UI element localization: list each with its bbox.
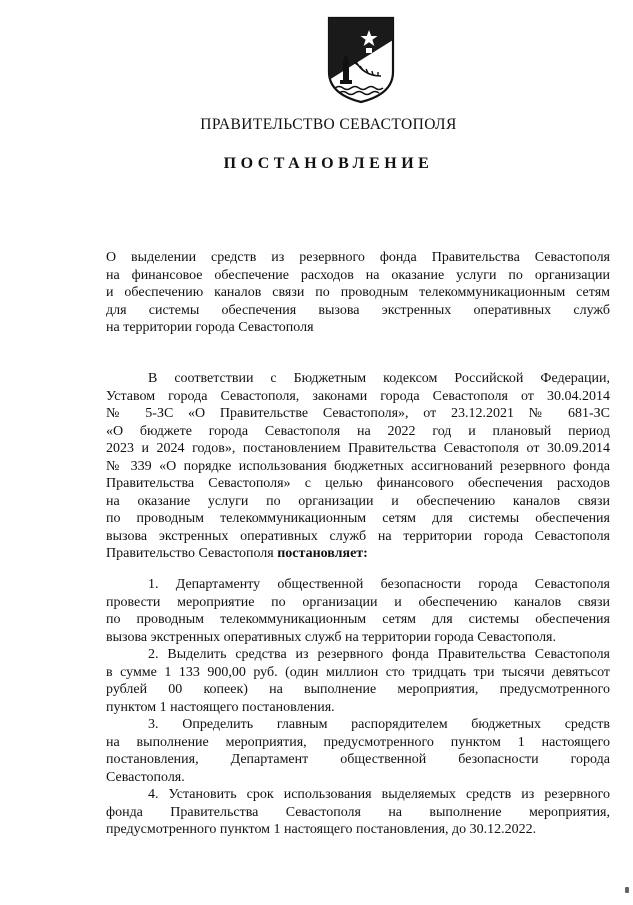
preamble-line: Правительство Севастополя — [106, 546, 274, 561]
item-line: 3. Определить главным распорядителем бюджетных средств — [148, 717, 610, 732]
preamble-line: В соответствии с Бюджетным кодексом Российской Федерации, — [148, 371, 610, 386]
item-line: провести мероприятие по организации и обеспечению каналов связи — [106, 594, 610, 610]
preamble-line: Уставом города Севастополя, законами города Севастополя от 30.04.2014 — [106, 388, 610, 404]
resolution-item-2 — [106, 646, 610, 716]
resolution-item-4 — [106, 786, 610, 839]
subject-line: О выделении средств из резервного фонда Правительства Севастополя — [106, 250, 610, 265]
preamble-line: № 339 «О порядке использования бюджетных ассигнований резервного фонда — [106, 458, 610, 474]
item-line: 1. Департаменту общественной безопасности города Севастополя — [148, 577, 610, 592]
item-line: по проводным телекоммуникационным сетям для системы обеспечения — [106, 612, 610, 627]
preamble-line: 2023 и 2024 годов», постановлением Правительства Севастополя от 30.09.2014 — [106, 441, 610, 456]
item-line: предусмотренного пунктом 1 настоящего постановления, до 30.12.2022. — [106, 822, 537, 837]
scan-edge-mark — [625, 887, 629, 893]
preamble-last-line — [106, 545, 610, 563]
subject-line: и обеспечению каналов связи по проводным телекоммуникационным сетям — [106, 285, 610, 300]
item-line: 2. Выделить средства из резервного фонда Правительства Севастополя — [148, 647, 610, 662]
preamble-line: № 5-ЗС «О Правительстве Севастополя», от 23.12.2021 № 681-ЗС — [106, 406, 610, 421]
item-line: фонда Правительства Севастополя на выполнение мероприятия, — [106, 804, 610, 820]
item-line: пунктом 1 настоящего постановления. — [106, 699, 335, 715]
resolution-item-1 — [106, 576, 610, 646]
resolution-item-3 — [106, 716, 610, 786]
item-line: на выполнение мероприятия, предусмотренного пунктом 1 настоящего — [106, 734, 610, 750]
preamble-paragraph — [106, 370, 610, 563]
resolves-keyword: постановляет: — [277, 546, 368, 561]
government-title: ПРАВИТЕЛЬСТВО СЕВАСТОПОЛЯ — [200, 116, 457, 133]
preamble-line: Правительства Севастополя» с целью финансового обеспечения расходов — [106, 476, 610, 491]
item-line: в сумме 1 133 900,00 руб. (один миллион сто тридцать три тысячи девятьсот — [106, 664, 610, 680]
item-line: рублей 00 копеек) на выполнение мероприятия, предусмотренного — [106, 682, 610, 697]
item-line: вызова экстренных оперативных служб на территории города Севастополя. — [106, 629, 556, 645]
subject-line: на финансовое обеспечение расходов на оказание услуги по организации — [106, 267, 610, 283]
resolution-subject — [106, 249, 610, 337]
sevastopol-coat-of-arms-icon — [325, 14, 397, 106]
item-line: 4. Установить срок использования выделяемых средств из резервного — [148, 787, 610, 802]
preamble-line: вызова экстренных оперативных служб на территории города Севастополя — [106, 528, 610, 544]
subject-line: на территории города Севастополя — [106, 320, 314, 335]
subject-line: для системы обеспечения вызова экстренных оперативных служб — [106, 302, 610, 318]
item-line: Севастополя. — [106, 769, 185, 785]
preamble-line: на оказание услуги по организации и обеспечению каналов связи — [106, 493, 610, 509]
preamble-line: по проводным телекоммуникационным сетям для системы обеспечения — [106, 511, 610, 526]
preamble-line: «О бюджете города Севастополя на 2022 год и плановый период — [106, 423, 610, 439]
resolution-items — [106, 576, 610, 839]
item-line: постановления, Департамент общественной безопасности города — [106, 752, 610, 767]
document-type-title: ПОСТАНОВЛЕНИЕ — [223, 155, 434, 172]
